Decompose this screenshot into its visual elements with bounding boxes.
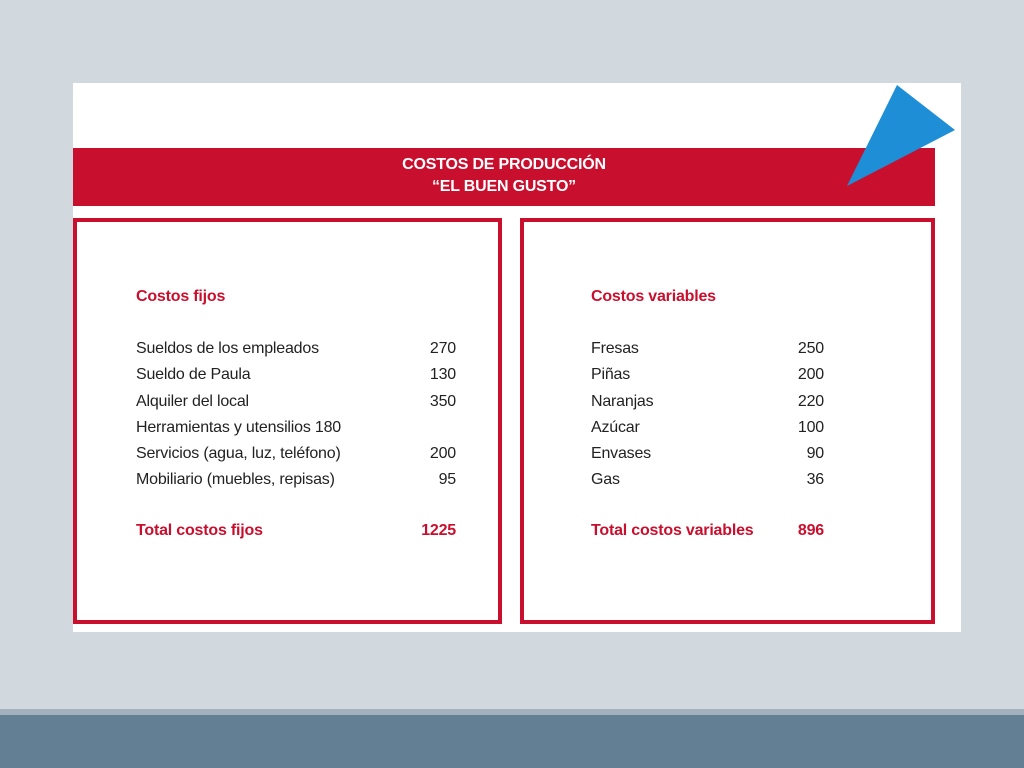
list-item — [136, 340, 456, 366]
variable-costs-panel — [520, 218, 935, 624]
total-label: Total costos variables — [591, 522, 754, 539]
item-value: 200 — [429, 445, 456, 463]
variable-costs-heading: Costos variables — [591, 288, 716, 305]
arrow-icon — [841, 83, 961, 193]
item-value: 250 — [797, 340, 824, 357]
item-value: 350 — [429, 392, 456, 410]
list-item — [136, 471, 456, 497]
item-value: 130 — [429, 366, 456, 384]
item-value: 95 — [438, 471, 456, 489]
item-label: Servicios (agua, luz, teléfono) — [136, 445, 341, 463]
title-line-2: “EL BUEN GUSTO” — [432, 178, 576, 195]
item-value: 220 — [797, 392, 824, 410]
total-value: 1225 — [421, 522, 456, 539]
item-label: Envases — [591, 445, 651, 463]
item-label: Sueldos de los empleados — [136, 340, 319, 357]
list-item — [136, 419, 456, 445]
total-value: 896 — [797, 522, 824, 539]
list-item — [591, 340, 824, 366]
fixed-costs-panel — [73, 218, 502, 624]
list-item — [136, 393, 456, 419]
item-label: Piñas — [591, 366, 631, 384]
item-value: 270 — [429, 340, 456, 357]
list-item — [136, 366, 456, 392]
total-label: Total costos fijos — [136, 522, 263, 539]
variable-costs-list — [591, 340, 824, 498]
list-item — [136, 445, 456, 471]
item-value: 36 — [806, 471, 824, 489]
list-item — [591, 471, 824, 497]
list-item — [591, 445, 824, 471]
item-value: 100 — [797, 418, 824, 436]
item-value: 90 — [806, 445, 824, 463]
item-label: Gas — [591, 471, 620, 489]
item-label: Alquiler del local — [136, 392, 249, 410]
list-item — [591, 393, 824, 419]
bottom-bar — [0, 709, 1024, 768]
item-value: 200 — [797, 366, 824, 384]
item-label: Herramientas y utensilios 180 — [136, 418, 341, 436]
title-banner — [73, 148, 935, 206]
item-label: Azúcar — [591, 418, 640, 436]
list-item — [591, 366, 824, 392]
fixed-costs-list — [136, 340, 456, 498]
fixed-costs-heading: Costos fijos — [136, 288, 226, 305]
cost-card — [73, 83, 961, 632]
item-label: Mobiliario (muebles, repisas) — [136, 471, 335, 489]
item-label: Sueldo de Paula — [136, 366, 251, 384]
list-item — [591, 419, 824, 445]
item-label: Fresas — [591, 340, 639, 357]
item-label: Naranjas — [591, 392, 654, 410]
title-line-1: COSTOS DE PRODUCCIÓN — [402, 156, 606, 173]
